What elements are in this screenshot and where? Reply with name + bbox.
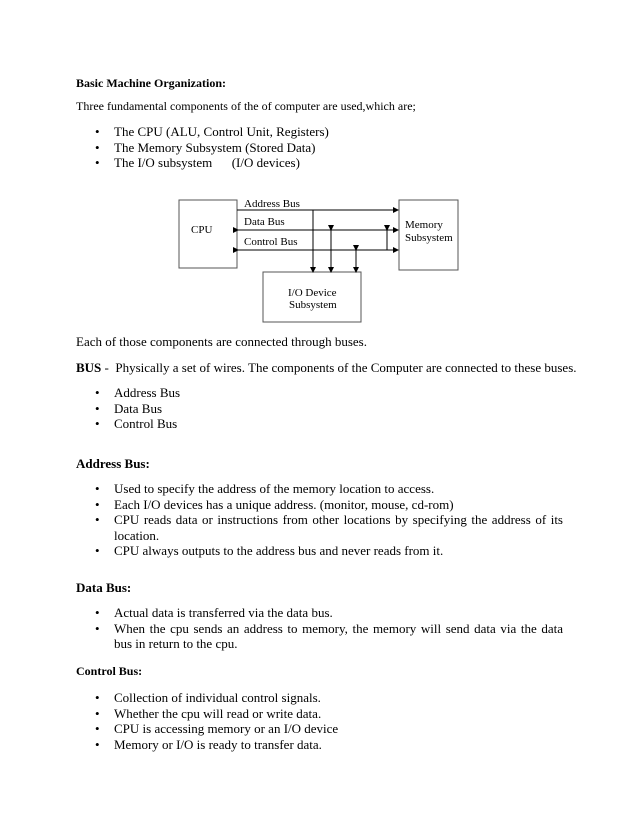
list-item: • Collection of individual control signals.: [76, 690, 576, 706]
address-bus-list: [76, 481, 563, 559]
address-bus-label: Address Bus: [244, 198, 300, 210]
data-bus-heading: Data Bus:: [76, 580, 132, 595]
memory-label-line1: Memory: [405, 219, 443, 231]
list-item: • CPU reads data or instructions from other locations by specifying the address of its location.: [76, 512, 563, 543]
list-item: • When the cpu sends an address to memory, the memory will send data via the data bus in return to the cpu.: [76, 621, 563, 652]
list-item: • CPU always outputs to the address bus and never reads from it.: [76, 543, 563, 559]
cpu-label: CPU: [191, 224, 213, 236]
memory-label-line2: Subsystem: [405, 232, 453, 244]
control-bus-heading: Control Bus:: [76, 664, 143, 678]
connected-text: Each of those components are connected through buses.: [76, 334, 367, 349]
io-label-line1: I/O Device: [288, 287, 337, 299]
list-item: • Actual data is transferred via the data bus.: [76, 605, 563, 621]
bus-definition-text: - Physically a set of wires. The components of the Computer are connected to these buses.: [101, 360, 577, 375]
bus-diagram: [170, 190, 470, 330]
list-item: • Address Bus: [76, 385, 576, 401]
control-bus-list: [76, 690, 576, 752]
bus-types-list: [76, 385, 576, 432]
bus-term: BUS: [76, 360, 102, 375]
intro-text: Three fundamental components of the of computer are used,which are;: [76, 99, 416, 113]
io-label-line2: Subsystem: [289, 299, 337, 311]
list-item: • The CPU (ALU, Control Unit, Registers): [76, 124, 576, 140]
list-item: • The I/O subsystem (I/O devices): [76, 155, 576, 171]
list-item: • Whether the cpu will read or write data.: [76, 706, 576, 722]
control-bus-label: Control Bus: [244, 236, 298, 248]
list-item: • CPU is accessing memory or an I/O device: [76, 721, 576, 737]
data-bus-label: Data Bus: [244, 216, 285, 228]
list-item: • Control Bus: [76, 416, 576, 432]
address-bus-heading: Address Bus:: [76, 456, 150, 471]
section-heading-basic-machine-organization: Basic Machine Organization:: [76, 76, 226, 90]
list-item: • Data Bus: [76, 401, 576, 417]
list-item: • Each I/O devices has a unique address. (monitor, mouse, cd-rom): [76, 497, 563, 513]
components-list: [76, 124, 576, 171]
list-item: • Used to specify the address of the memory location to access.: [76, 481, 563, 497]
bus-definition: [76, 360, 596, 376]
list-item: • Memory or I/O is ready to transfer data.: [76, 737, 576, 753]
data-bus-list: [76, 605, 563, 652]
list-item: • The Memory Subsystem (Stored Data): [76, 140, 576, 156]
